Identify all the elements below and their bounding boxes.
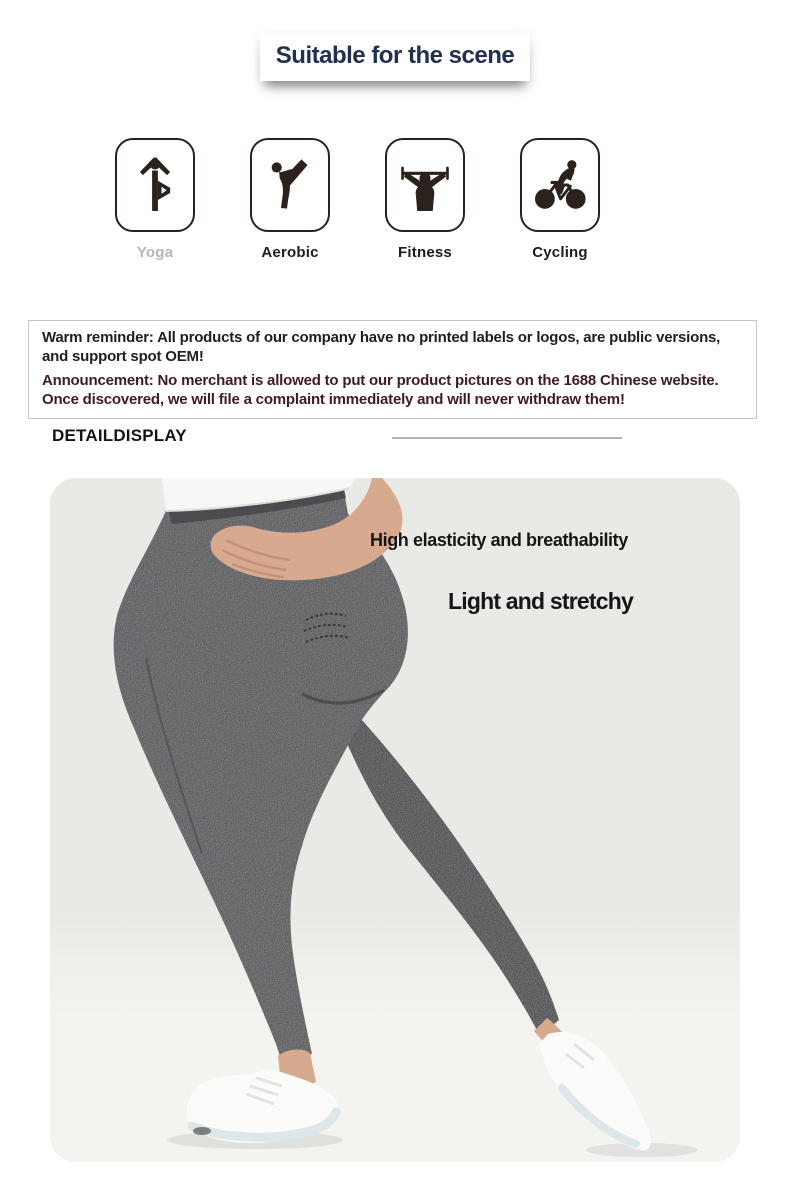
yoga-icon [115, 138, 195, 232]
detail-display-header [50, 426, 740, 450]
caption-elasticity: High elasticity and breathability [370, 530, 628, 550]
scene-label: Aerobic [261, 244, 319, 261]
scene-item-cycling [520, 138, 600, 261]
scene-icons-row [115, 138, 600, 261]
scene-item-aerobic [250, 138, 330, 261]
notice-box [28, 320, 757, 419]
announcement-text: Announcement: No merchant is allowed to put our product pictures on the 1688 Chinese website. Once discovered, we will file a complaint immediately and will never withdraw them! [42, 372, 719, 408]
detail-display-heading: DETAILDISPLAY [52, 426, 187, 445]
caption-stretchy: Light and stretchy [448, 588, 633, 614]
scene-item-fitness [385, 138, 465, 261]
leggings-model-illustration [50, 478, 740, 1162]
fitness-icon-glyph [396, 156, 454, 214]
scene-label: Yoga [136, 244, 174, 261]
fitness-icon [385, 138, 465, 232]
page-title: Suitable for the scene [275, 42, 515, 69]
scene-label: Cycling [532, 244, 588, 261]
cycling-icon [520, 138, 600, 232]
warm-reminder-text: Warm reminder: All products of our company have no printed labels or logos, are public versions, and support spot OEM! [42, 329, 721, 365]
scene-label: Fitness [398, 244, 452, 261]
product-photo [50, 478, 740, 1162]
scene-item-yoga [115, 138, 195, 261]
aerobic-icon-glyph [261, 156, 319, 214]
aerobic-icon [250, 138, 330, 232]
divider-line [392, 437, 622, 439]
cycling-icon-glyph [531, 156, 589, 214]
yoga-icon-glyph [126, 156, 184, 214]
section-title-card [260, 33, 530, 81]
